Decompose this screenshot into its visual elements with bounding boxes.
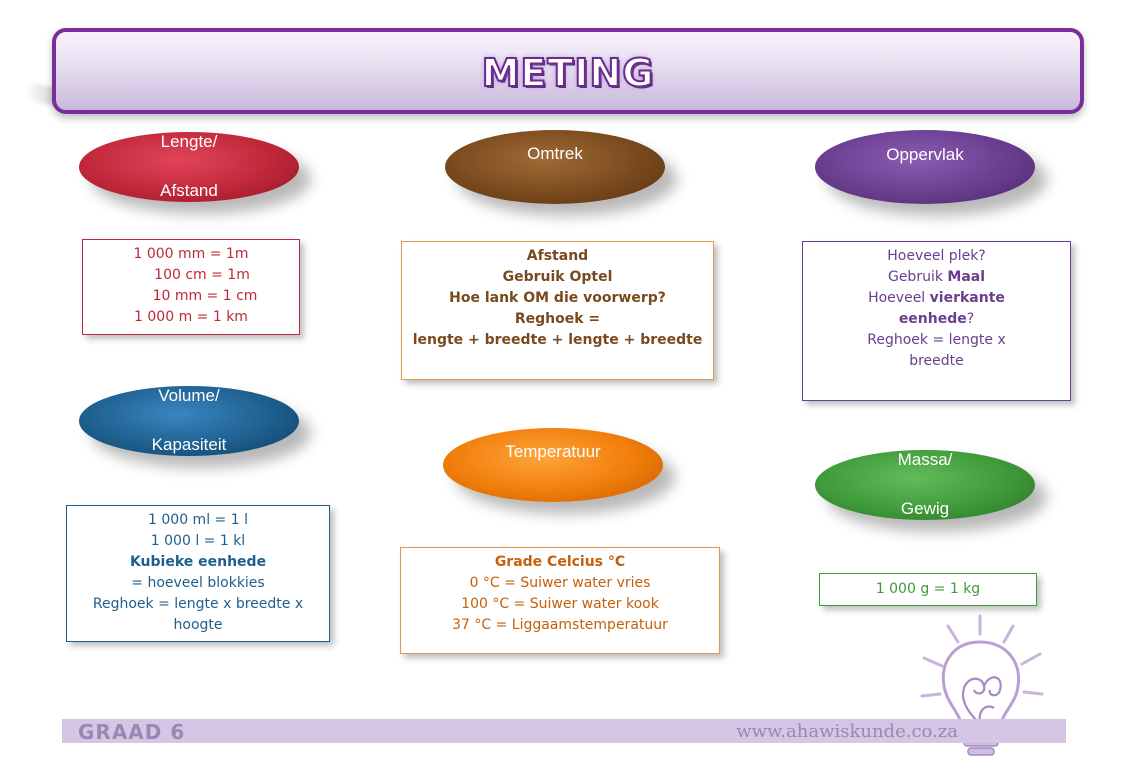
topic-label-massa-2: Gewig — [900, 499, 950, 519]
title-banner — [52, 28, 1084, 114]
footer-website: www.ahawiskunde.co.za — [736, 721, 958, 742]
omtrek-line-5: lengte + breedte + lengte + breedte — [412, 332, 703, 348]
footer-grade: GRAAD 6 — [78, 720, 186, 744]
lengte-line-4: 1 000 m = 1 km — [134, 309, 248, 325]
volume-line-2: 1 000 l = 1 kl — [150, 533, 246, 549]
oppervlak-line-2 — [803, 267, 1070, 288]
topic-label-lengte-2: Afstand — [160, 181, 218, 201]
oppervlak-line-6: breedte — [909, 353, 964, 369]
oppervlak-line-2-bold: Maal — [947, 269, 986, 285]
volume-line-5: Reghoek = lengte x breedte x — [92, 596, 304, 612]
topic-label-omtrek: Omtrek — [527, 144, 583, 163]
topic-label-temperatuur: Temperatuur — [505, 442, 601, 461]
lengte-line-1: 1 000 mm = 1m — [133, 246, 249, 262]
temperatuur-line-1: Grade Celcius °C — [494, 554, 626, 570]
info-box-massa — [819, 573, 1037, 606]
oppervlak-line-1: Hoeveel plek? — [887, 248, 986, 264]
oppervlak-line-4-text: ? — [966, 311, 975, 327]
topic-oval-lengte — [79, 132, 299, 202]
volume-line-6: hoogte — [173, 617, 223, 633]
topic-oval-omtrek — [445, 130, 665, 204]
lengte-line-2: 100 cm = 1m — [154, 267, 250, 283]
omtrek-line-4: Reghoek = — [514, 311, 601, 327]
temperatuur-line-3: 100 °C = Suiwer water kook — [461, 596, 659, 612]
topic-oval-oppervlak — [815, 130, 1035, 204]
info-box-omtrek — [401, 241, 714, 380]
topic-label-volume-1: Volume/ — [158, 386, 220, 406]
page-title: METING — [481, 51, 655, 95]
oppervlak-line-3 — [803, 288, 1070, 309]
massa-line-1: 1 000 g = 1 kg — [875, 581, 981, 597]
topic-oval-massa — [815, 450, 1035, 520]
volume-line-4: = hoeveel blokkies — [131, 575, 265, 591]
oppervlak-line-3-bold: vierkante — [929, 290, 1005, 306]
oppervlak-line-5: Reghoek = lengte x — [867, 332, 1006, 348]
topic-label-lengte-1: Lengte/ — [160, 132, 218, 152]
omtrek-line-2: Gebruik Optel — [502, 269, 613, 285]
volume-line-3: Kubieke eenhede — [129, 554, 267, 570]
temperatuur-line-4: 37 °C = Liggaamstemperatuur — [452, 617, 668, 633]
info-box-temperatuur — [400, 547, 720, 654]
topic-oval-volume — [79, 386, 299, 456]
temperatuur-line-2: 0 °C = Suiwer water vries — [469, 575, 651, 591]
info-box-volume — [66, 505, 330, 642]
topic-label-oppervlak: Oppervlak — [886, 145, 964, 164]
omtrek-line-3: Hoe lank OM die voorwerp? — [449, 290, 666, 306]
volume-line-1: 1 000 ml = 1 l — [148, 512, 248, 528]
info-box-oppervlak — [802, 241, 1071, 401]
topic-label-volume-2: Kapasiteit — [151, 435, 227, 455]
omtrek-line-1: Afstand — [526, 248, 589, 264]
oppervlak-line-4 — [803, 309, 1070, 330]
lengte-line-3: 10 mm = 1 cm — [152, 288, 258, 304]
topic-oval-temperatuur — [443, 428, 663, 502]
oppervlak-line-4-bold: eenhede — [898, 311, 967, 327]
info-box-lengte — [82, 239, 300, 335]
topic-label-massa-1: Massa/ — [897, 450, 953, 470]
oppervlak-line-3-text: Hoeveel — [868, 290, 930, 306]
oppervlak-line-2-text: Gebruik — [887, 269, 948, 285]
